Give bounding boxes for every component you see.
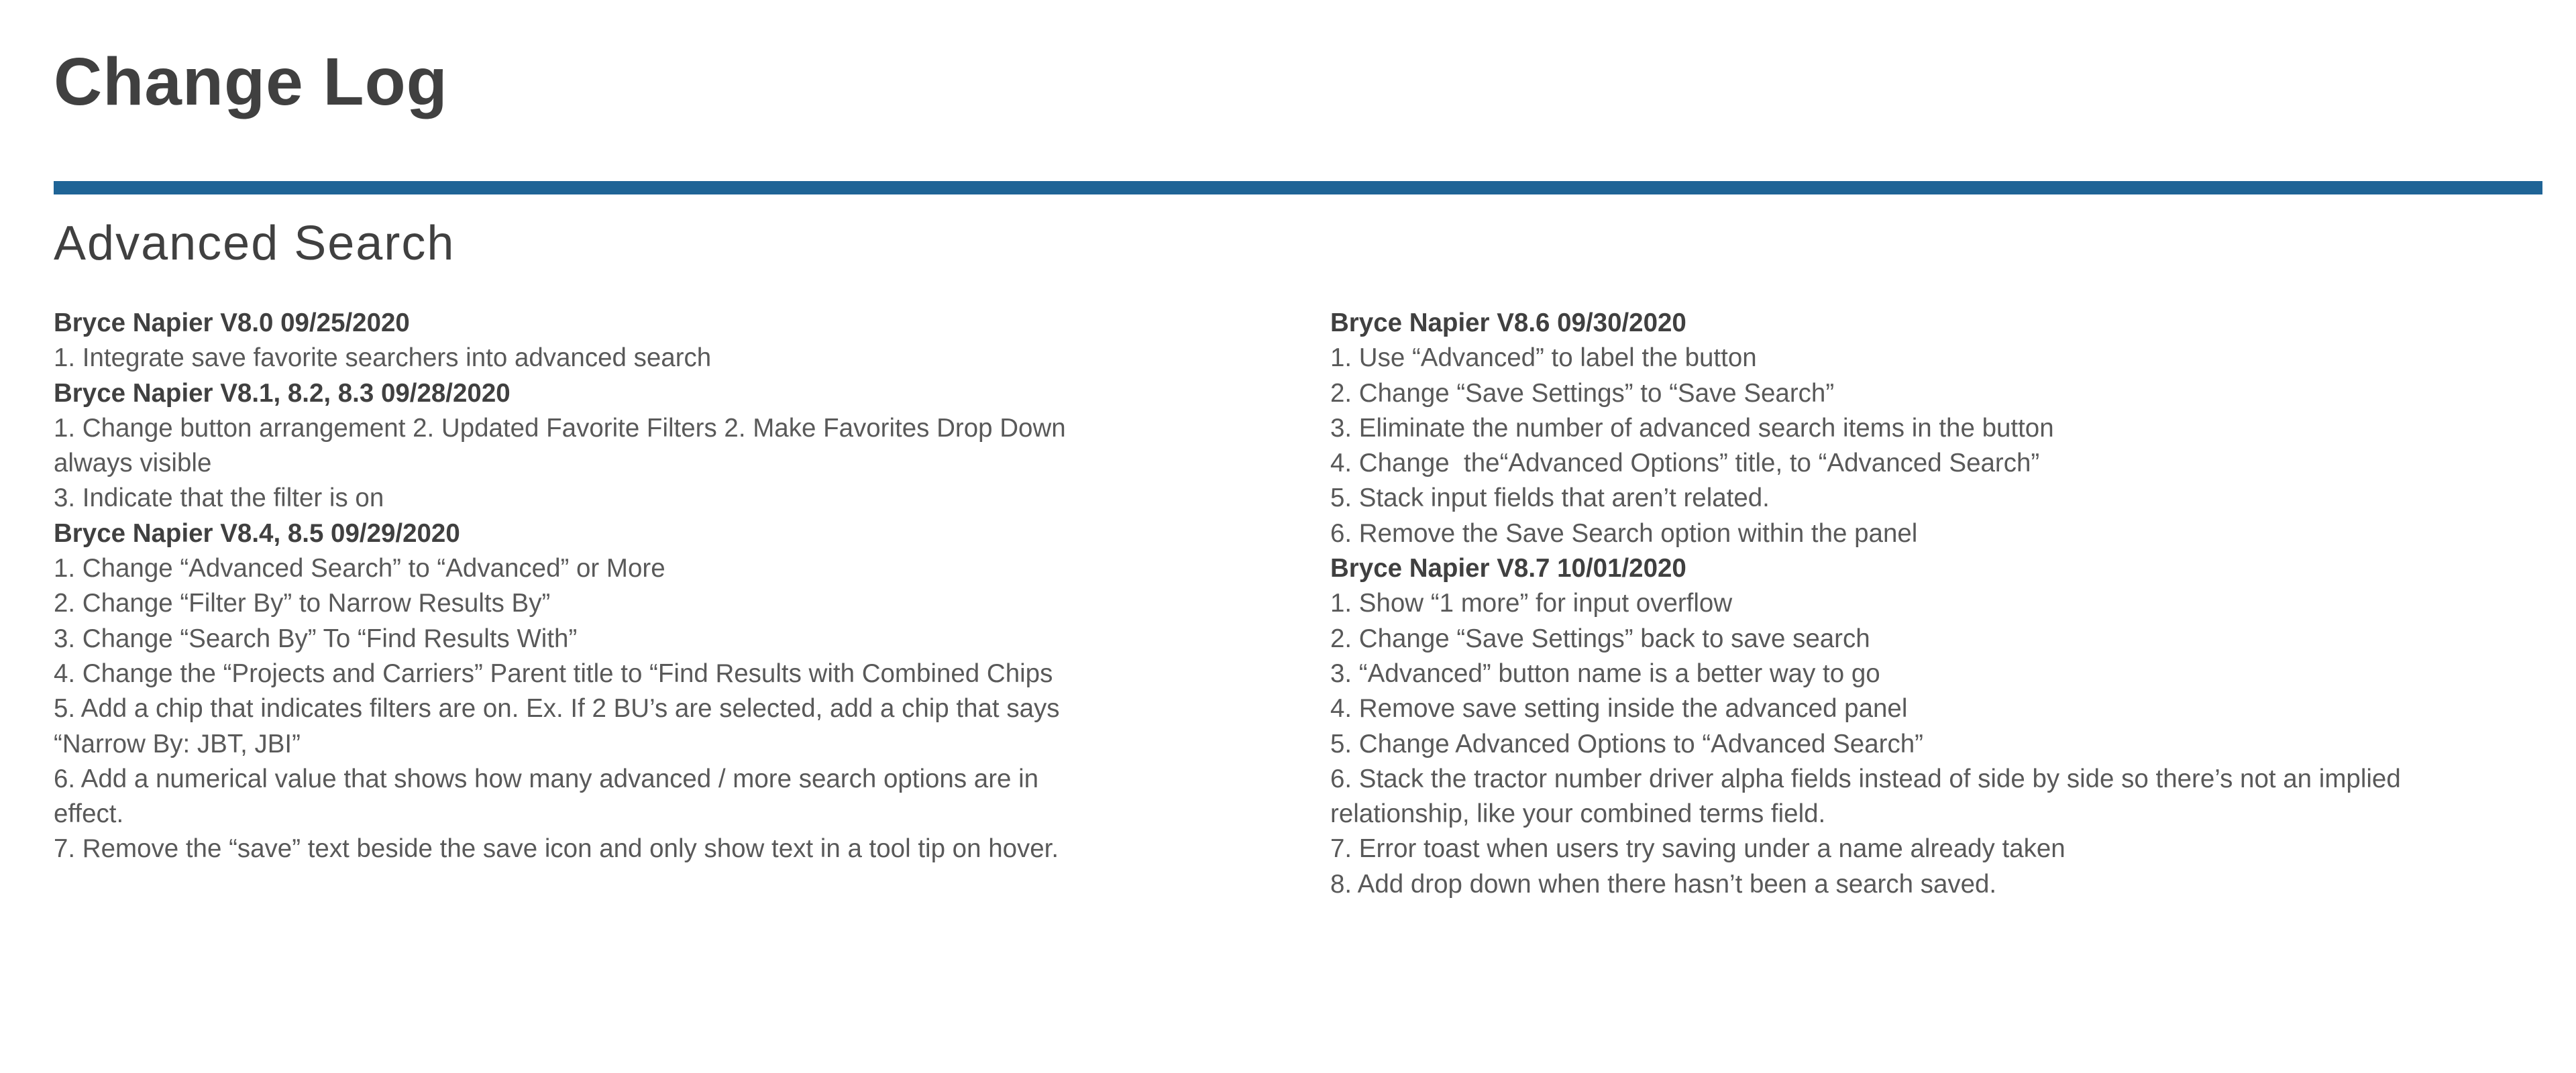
change-item: 6. Remove the Save Search option within the panel xyxy=(1330,518,1918,548)
version-heading: Bryce Napier V8.1, 8.2, 8.3 09/28/2020 xyxy=(54,378,511,408)
version-heading: Bryce Napier V8.7 10/01/2020 xyxy=(1330,554,1686,583)
change-item: 3. Change “Search By” To “Find Results With” xyxy=(54,624,578,653)
page-title: Change Log xyxy=(54,44,448,119)
change-item: 1. Integrate save favorite searchers into advanced search xyxy=(54,343,712,373)
change-item: 7. Remove the “save” text beside the save icon and only show text in a tool tip on hover. xyxy=(54,834,1059,864)
change-item: 2. Change “Filter By” to Narrow Results By” xyxy=(54,589,551,618)
title-divider xyxy=(54,181,2542,194)
change-item: 3. “Advanced” button name is a better way to go xyxy=(1330,659,1880,688)
change-item: 5. Add a chip that indicates filters are on. Ex. If 2 BU’s are selected, add a chip that says “Narrow By: JBT, JBI” xyxy=(54,694,1067,758)
change-item: 2. Change “Save Settings” to “Save Search” xyxy=(1330,378,1835,408)
change-item: 3. Eliminate the number of advanced search items in the button xyxy=(1330,413,2054,443)
change-item: 8. Add drop down when there hasn’t been a search saved. xyxy=(1330,869,1997,899)
changelog-left-column xyxy=(54,306,1100,867)
version-heading: Bryce Napier V8.4, 8.5 09/29/2020 xyxy=(54,518,460,548)
version-heading: Bryce Napier V8.0 09/25/2020 xyxy=(54,308,410,337)
version-heading: Bryce Napier V8.6 09/30/2020 xyxy=(1330,308,1686,337)
change-item: 4. Remove save setting inside the advanced panel xyxy=(1330,694,1908,724)
change-item: 5. Change Advanced Options to “Advanced Search” xyxy=(1330,729,1923,758)
change-item: 3. Indicate that the filter is on xyxy=(54,484,384,513)
change-item: 1. Use “Advanced” to label the button xyxy=(1330,343,1757,373)
change-item: 1. Show “1 more” for input overflow xyxy=(1330,589,1733,618)
change-item: 6. Stack the tractor number driver alpha fields instead of side by side so there’s not an implied relationship, like your combined terms field. xyxy=(1330,764,2408,829)
change-item: 1. Change “Advanced Search” to “Advanced” or More xyxy=(54,554,665,583)
changelog-right-column xyxy=(1330,306,2538,902)
change-item: 7. Error toast when users try saving under a name already taken xyxy=(1330,834,2065,864)
change-item: 2. Change “Save Settings” back to save search xyxy=(1330,624,1870,653)
change-item: 1. Change button arrangement 2. Updated Favorite Filters 2. Make Favorites Drop Down always visible xyxy=(54,413,1073,478)
change-item: 4. Change the “Projects and Carriers” Parent title to “Find Results with Combined Chips xyxy=(54,659,1053,688)
change-item: 5. Stack input fields that aren’t related. xyxy=(1330,484,1770,513)
change-item: 4. Change the“Advanced Options” title, to “Advanced Search” xyxy=(1330,449,2040,478)
section-title: Advanced Search xyxy=(54,217,455,270)
change-item: 6. Add a numerical value that shows how many advanced / more search options are in effect. xyxy=(54,764,1046,829)
